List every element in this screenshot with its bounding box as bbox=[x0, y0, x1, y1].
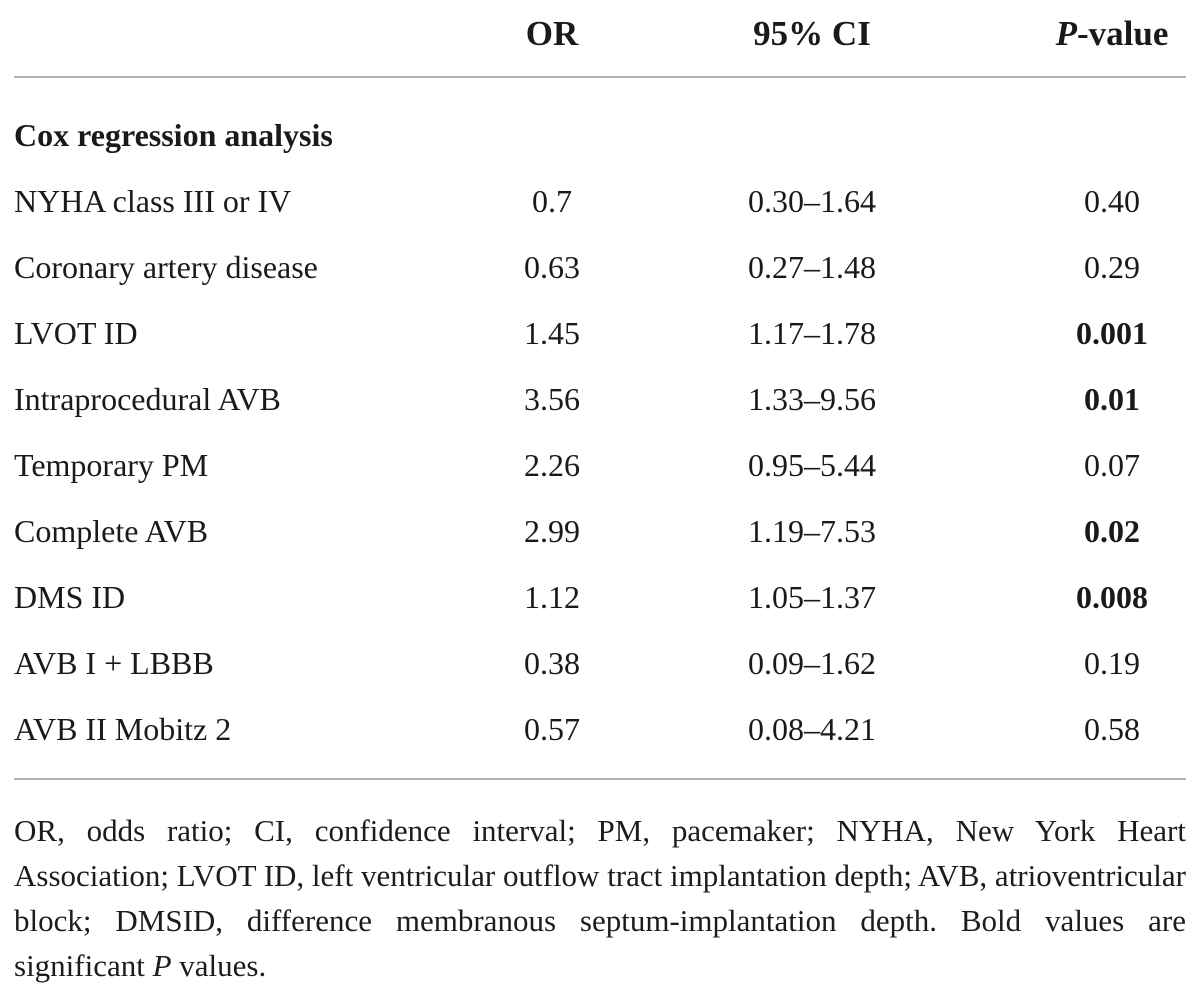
ci-value: 0.08–4.21 bbox=[748, 710, 876, 747]
header-p-rest: -value bbox=[1077, 14, 1169, 53]
row-label: AVB I + LBBB bbox=[14, 644, 214, 681]
table-body bbox=[14, 78, 1186, 780]
or-value: 0.38 bbox=[524, 644, 580, 681]
header-empty-cell bbox=[14, 12, 440, 56]
header-ci bbox=[664, 12, 1038, 56]
or-value: 2.99 bbox=[524, 512, 580, 549]
ci-value: 1.19–7.53 bbox=[748, 512, 876, 549]
footnote-p-italic: P bbox=[152, 947, 172, 983]
or-value: 0.63 bbox=[524, 248, 580, 285]
header-p-italic: P bbox=[1055, 14, 1077, 53]
row-label: Complete AVB bbox=[14, 512, 209, 549]
p-value: 0.01 bbox=[1084, 380, 1140, 417]
row-label: Coronary artery disease bbox=[14, 248, 318, 285]
footnote-text-part1: OR, odds ratio; CI, confidence interval; PM, pacemaker; NYHA, New York Heart Association; LVOT ID, left ventricular outflow tract implantation depth; AVB, atrioventricular block; DMSID, difference membranous septum-implantation depth. Bold values are significant bbox=[14, 812, 1187, 983]
p-value: 0.58 bbox=[1084, 710, 1140, 747]
ci-value: 0.27–1.48 bbox=[748, 248, 876, 285]
ci-value: 1.05–1.37 bbox=[748, 578, 876, 615]
or-value: 1.45 bbox=[524, 314, 580, 351]
or-value: 0.7 bbox=[532, 182, 572, 219]
ci-value: 1.17–1.78 bbox=[748, 314, 876, 351]
row-label: Intraprocedural AVB bbox=[14, 380, 281, 417]
p-value: 0.07 bbox=[1084, 446, 1140, 483]
row-label: Temporary PM bbox=[14, 446, 209, 483]
header-or bbox=[440, 12, 664, 56]
row-label: NYHA class III or IV bbox=[14, 182, 292, 219]
header-p-value bbox=[1038, 12, 1186, 56]
p-value: 0.001 bbox=[1076, 314, 1148, 351]
header-ci-label: 95% CI bbox=[753, 14, 871, 53]
ci-value: 0.30–1.64 bbox=[748, 182, 876, 219]
or-value: 2.26 bbox=[524, 446, 580, 483]
or-value: 1.12 bbox=[524, 578, 580, 615]
ci-value: 0.09–1.62 bbox=[748, 644, 876, 681]
or-value: 3.56 bbox=[524, 380, 580, 417]
row-label: DMS ID bbox=[14, 578, 126, 615]
footnote-text-part2: values. bbox=[171, 947, 267, 983]
header-or-label: OR bbox=[525, 14, 579, 53]
p-value: 0.02 bbox=[1084, 512, 1140, 549]
table-header-row bbox=[14, 0, 1186, 78]
row-label: AVB II Mobitz 2 bbox=[14, 710, 232, 747]
section-header-cox-regression: Cox regression analysis bbox=[14, 116, 333, 153]
ci-value: 1.33–9.56 bbox=[748, 380, 876, 417]
p-value: 0.29 bbox=[1084, 248, 1140, 285]
table-footnote bbox=[14, 808, 1186, 988]
p-value: 0.19 bbox=[1084, 644, 1140, 681]
p-value: 0.40 bbox=[1084, 182, 1140, 219]
or-value: 0.57 bbox=[524, 710, 580, 747]
p-value: 0.008 bbox=[1076, 578, 1148, 615]
row-label: LVOT ID bbox=[14, 314, 138, 351]
ci-value: 0.95–5.44 bbox=[748, 446, 876, 483]
